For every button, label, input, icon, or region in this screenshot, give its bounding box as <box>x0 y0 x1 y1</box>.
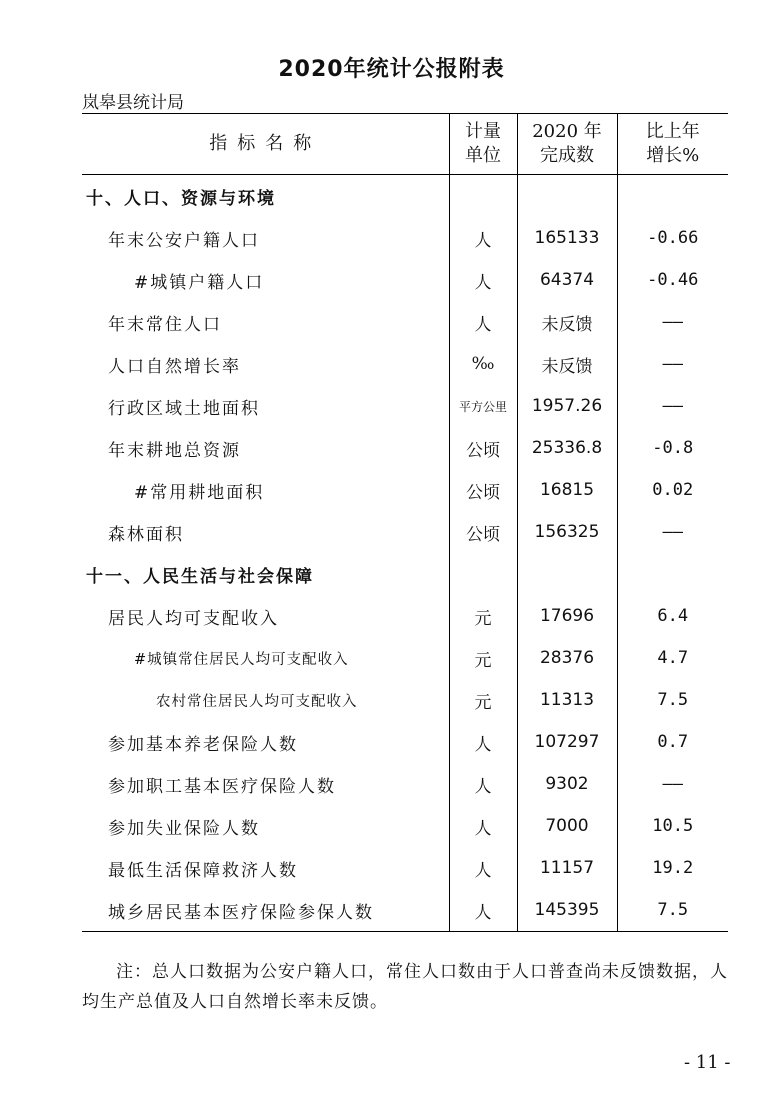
row-change: 6.4 <box>617 595 728 637</box>
row-indicator: 年末耕地总资源 <box>108 440 241 461</box>
row-unit: 元 <box>449 679 517 721</box>
row-value: 156325 <box>517 511 617 553</box>
row-change: 10.5 <box>617 805 728 847</box>
page-number: - 11 - <box>684 1052 731 1073</box>
header-unit-line1: 计量 <box>465 121 501 142</box>
row-value: 11313 <box>517 679 617 721</box>
section-title: 十一、人民生活与社会保障 <box>86 566 314 587</box>
table-row <box>82 427 728 469</box>
table-row <box>82 889 728 932</box>
row-change: 7.5 <box>617 889 728 932</box>
row-indicator: 最低生活保障救济人数 <box>108 860 298 881</box>
header-indicator: 指标名称 <box>82 114 449 175</box>
row-unit: 人 <box>449 889 517 932</box>
table-row <box>82 847 728 889</box>
row-change: —— <box>617 763 728 805</box>
row-indicator: 年末公安户籍人口 <box>108 230 260 251</box>
row-indicator: 农村常住居民人均可支配收入 <box>156 693 358 710</box>
header-unit <box>449 114 517 175</box>
row-unit: 人 <box>449 259 517 301</box>
row-change: —— <box>617 343 728 385</box>
row-value: 11157 <box>517 847 617 889</box>
row-change: —— <box>617 511 728 553</box>
footnote: 注：总人口数据为公安户籍人口，常住人口数由于人口普查尚未反馈数据，人均生产总值及人口自然增长率未反馈。 <box>82 962 728 1012</box>
row-indicator: #常用耕地面积 <box>134 482 265 503</box>
table-row <box>82 511 728 553</box>
row-unit: 公顷 <box>449 469 517 511</box>
table-row <box>82 469 728 511</box>
header-value-line2: 完成数 <box>540 145 594 166</box>
row-change: -0.66 <box>617 217 728 259</box>
table-row <box>82 343 728 385</box>
table-row <box>82 805 728 847</box>
row-value: 未反馈 <box>517 301 617 343</box>
header-unit-line2: 单位 <box>465 145 501 166</box>
row-value: 64374 <box>517 259 617 301</box>
section-row <box>82 175 728 218</box>
row-change: -0.8 <box>617 427 728 469</box>
header-change-line1: 比上年 <box>645 121 700 142</box>
header-change-line2: 增长% <box>646 145 700 166</box>
row-value: 17696 <box>517 595 617 637</box>
row-indicator: 森林面积 <box>108 524 184 545</box>
issuing-organization: 岚皋县统计局 <box>82 93 184 113</box>
row-change: 0.02 <box>617 469 728 511</box>
row-value: 145395 <box>517 889 617 932</box>
section-row <box>82 553 728 595</box>
row-change: —— <box>617 385 728 427</box>
statistics-table <box>82 113 728 932</box>
row-change <box>617 175 728 218</box>
row-change: 4.7 <box>617 637 728 679</box>
row-unit: 人 <box>449 301 517 343</box>
row-change <box>617 553 728 595</box>
header-change <box>617 114 728 175</box>
row-unit: 人 <box>449 217 517 259</box>
table-row <box>82 595 728 637</box>
row-unit: 人 <box>449 805 517 847</box>
row-change: —— <box>617 301 728 343</box>
row-change: 19.2 <box>617 847 728 889</box>
table-row <box>82 259 728 301</box>
table-row <box>82 721 728 763</box>
row-value: 16815 <box>517 469 617 511</box>
section-title: 十、人口、资源与环境 <box>86 188 276 209</box>
row-value <box>517 175 617 218</box>
row-unit: 人 <box>449 721 517 763</box>
row-unit: 公顷 <box>449 511 517 553</box>
row-value: 7000 <box>517 805 617 847</box>
row-change: 0.7 <box>617 721 728 763</box>
row-indicator: #城镇户籍人口 <box>134 272 265 293</box>
row-indicator: 人口自然增长率 <box>108 356 241 377</box>
table-row <box>82 217 728 259</box>
table-row <box>82 763 728 805</box>
row-unit: 元 <box>449 595 517 637</box>
row-unit: 公顷 <box>449 427 517 469</box>
row-change: 7.5 <box>617 679 728 721</box>
row-indicator: 行政区域土地面积 <box>108 398 260 419</box>
table-row <box>82 637 728 679</box>
table-row <box>82 679 728 721</box>
row-unit <box>449 175 517 218</box>
row-value: 107297 <box>517 721 617 763</box>
row-value: 1957.26 <box>517 385 617 427</box>
row-indicator: 参加职工基本医疗保险人数 <box>108 776 336 797</box>
row-unit: ‰ <box>449 343 517 385</box>
table-row <box>82 301 728 343</box>
table-header-row <box>82 114 728 175</box>
row-value: 9302 <box>517 763 617 805</box>
row-value <box>517 553 617 595</box>
row-unit <box>449 553 517 595</box>
row-value: 28376 <box>517 637 617 679</box>
row-unit: 元 <box>449 637 517 679</box>
header-value-line1: 2020 年 <box>532 121 602 142</box>
row-unit: 平方公里 <box>449 385 517 427</box>
table-row <box>82 385 728 427</box>
row-value: 25336.8 <box>517 427 617 469</box>
row-indicator: 城乡居民基本医疗保险参保人数 <box>82 889 449 932</box>
row-unit: 人 <box>449 763 517 805</box>
row-indicator: #城镇常住居民人均可支配收入 <box>134 651 349 668</box>
row-value: 165133 <box>517 217 617 259</box>
row-indicator: 参加失业保险人数 <box>108 818 260 839</box>
row-unit: 人 <box>449 847 517 889</box>
header-value <box>517 114 617 175</box>
row-indicator: 居民人均可支配收入 <box>108 608 279 629</box>
row-value: 未反馈 <box>517 343 617 385</box>
document-title: 2020年统计公报附表 <box>278 57 505 82</box>
row-indicator: 参加基本养老保险人数 <box>108 734 298 755</box>
row-change: -0.46 <box>617 259 728 301</box>
row-indicator: 年末常住人口 <box>108 314 222 335</box>
